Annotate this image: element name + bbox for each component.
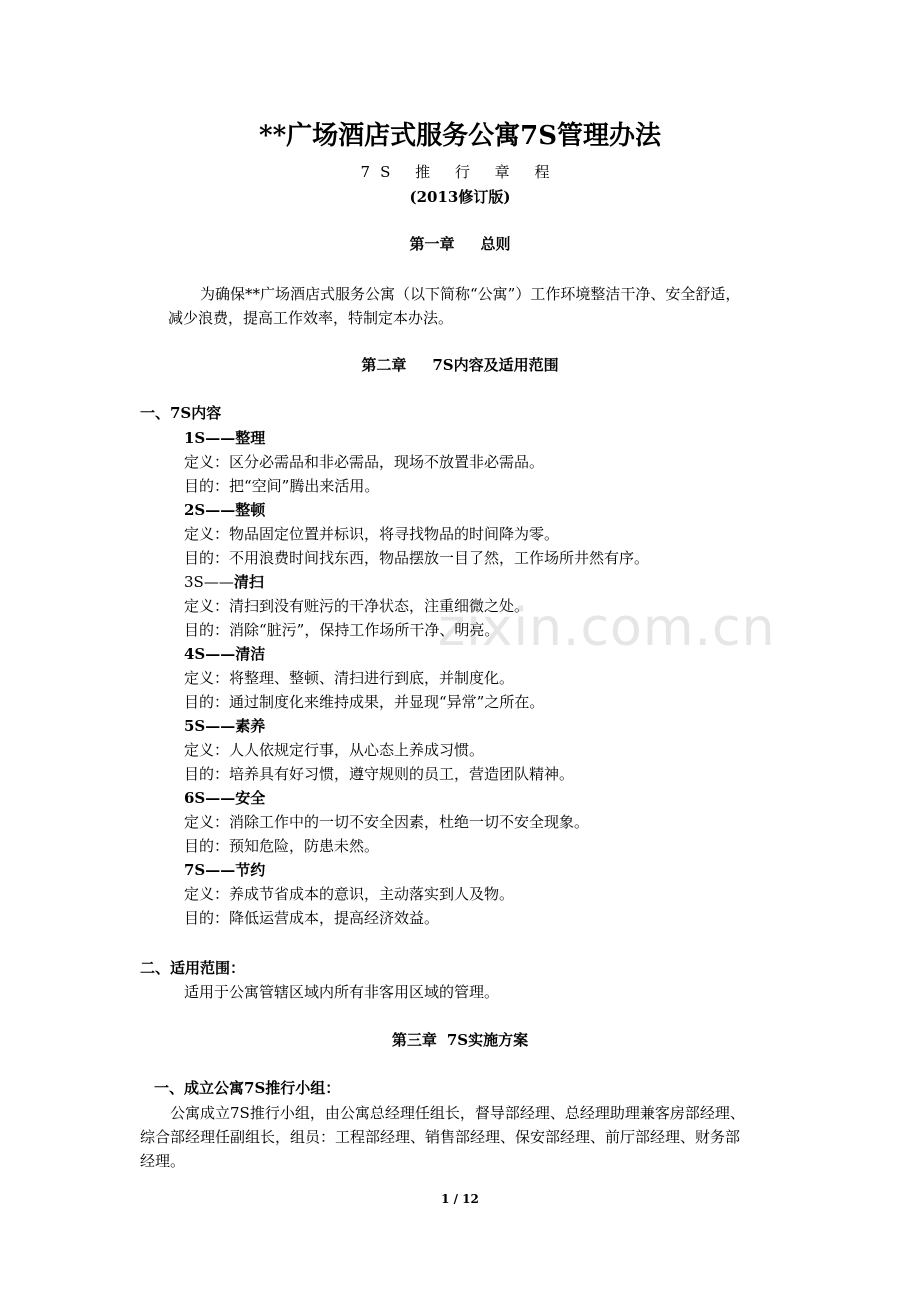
item-1s-definition: 定义：区分必需品和非必需品，现场不放置非必需品。 [184,453,545,471]
document-subtitle: 7S 推 行 章 程 [360,163,560,181]
item-5s-definition: 定义：人人依规定行事，从心态上养成习惯。 [184,741,485,759]
chapter2-number: 第二章 [361,356,407,374]
chapter1-heading [0,233,920,255]
document-edition: (2013修订版) [409,188,511,206]
chapter2-name: 7S内容及适用范围 [432,356,559,374]
item-3s-heading [184,571,264,593]
item-6s-heading [184,787,265,809]
chapter1-number: 第一章 [409,235,455,253]
chapter1-paragraph-line2: 减少浪费，提高工作效率，特制定本办法。 [168,309,454,327]
watermark-text: zixin.com.cn [438,598,776,658]
item-2s-heading [184,499,265,521]
chapter3-number: 第三章 [391,1031,437,1049]
item-4s-definition: 定义：将整理、整顿、清扫进行到底，并制度化。 [184,669,515,687]
chapter3-paragraph-line3: 经理。 [140,1152,186,1170]
chapter3-paragraph-line1: 公寓成立7S推行小组，由公寓总经理任组长，督导部经理、总经理助理兼客房部经理、 [170,1104,745,1122]
item-3s-word: 清扫 [233,573,264,591]
item-7s-word: 节约 [235,861,266,879]
item-6s-definition: 定义：消除工作中的一切不安全因素，杜绝一切不安全现象。 [184,813,590,831]
document-title: **广场酒店式服务公寓7S管理办法 [258,121,662,151]
item-3s-purpose: 目的：消除“脏污”，保持工作场所干净、明亮。 [184,621,500,639]
item-6s-code: 6S—— [184,789,236,807]
page-number: 1 / 12 [441,1192,479,1206]
item-4s-code: 4S—— [184,645,236,663]
chapter1-paragraph-line1: 为确保**广场酒店式服务公寓（以下简称“公寓”）工作环境整洁干净、安全舒适， [200,285,741,303]
item-1s-heading [184,427,265,449]
item-7s-code: 7S—— [184,861,236,879]
section-scope-text: 适用于公寓管辖区域内所有非客用区域的管理。 [184,983,500,1001]
item-5s-word: 素养 [235,717,266,735]
item-2s-definition: 定义：物品固定位置并标识，将寻找物品的时间降为零。 [184,525,560,543]
item-3s-code: 3S—— [184,573,234,591]
item-6s-purpose: 目的：预知危险，防患未然。 [184,837,380,855]
chapter3-heading [0,1029,920,1051]
item-4s-heading [184,643,265,665]
item-5s-heading [184,715,265,737]
item-5s-code: 5S—— [184,717,236,735]
item-2s-word: 整顿 [235,501,266,519]
section-7s-team-heading: 一、成立公寓7S推行小组： [154,1079,341,1097]
item-3s-definition: 定义：清扫到没有赃污的干净状态，注重细微之处。 [184,597,530,615]
item-7s-purpose: 目的：降低运营成本，提高经济效益。 [184,909,440,927]
chapter3-name: 7S实施方案 [446,1031,529,1049]
section-scope-heading: 二、适用范围： [140,959,246,977]
item-1s-code: 1S—— [184,429,236,447]
chapter2-heading [0,354,920,376]
item-1s-word: 整理 [235,429,266,447]
item-2s-code: 2S—— [184,501,236,519]
item-7s-heading [184,859,265,881]
chapter1-name: 总则 [480,235,511,253]
item-5s-purpose: 目的：培养具有好习惯，遵守规则的员工，营造团队精神。 [184,765,575,783]
item-7s-definition: 定义：养成节省成本的意识，主动落实到人及物。 [184,885,515,903]
item-6s-word: 安全 [235,789,266,807]
item-2s-purpose: 目的：不用浪费时间找东西，物品摆放一目了然，工作场所井然有序。 [184,549,650,567]
section-7s-content-heading: 一、7S内容 [140,404,222,422]
item-4s-word: 清洁 [235,645,266,663]
item-1s-purpose: 目的：把“空间”腾出来活用。 [184,477,380,495]
item-4s-purpose: 目的：通过制度化来维持成果，并显现“异常”之所在。 [184,693,545,711]
chapter3-paragraph-line2: 综合部经理任副组长，组员：工程部经理、销售部经理、保安部经理、前厅部经理、财务部 [140,1128,741,1146]
